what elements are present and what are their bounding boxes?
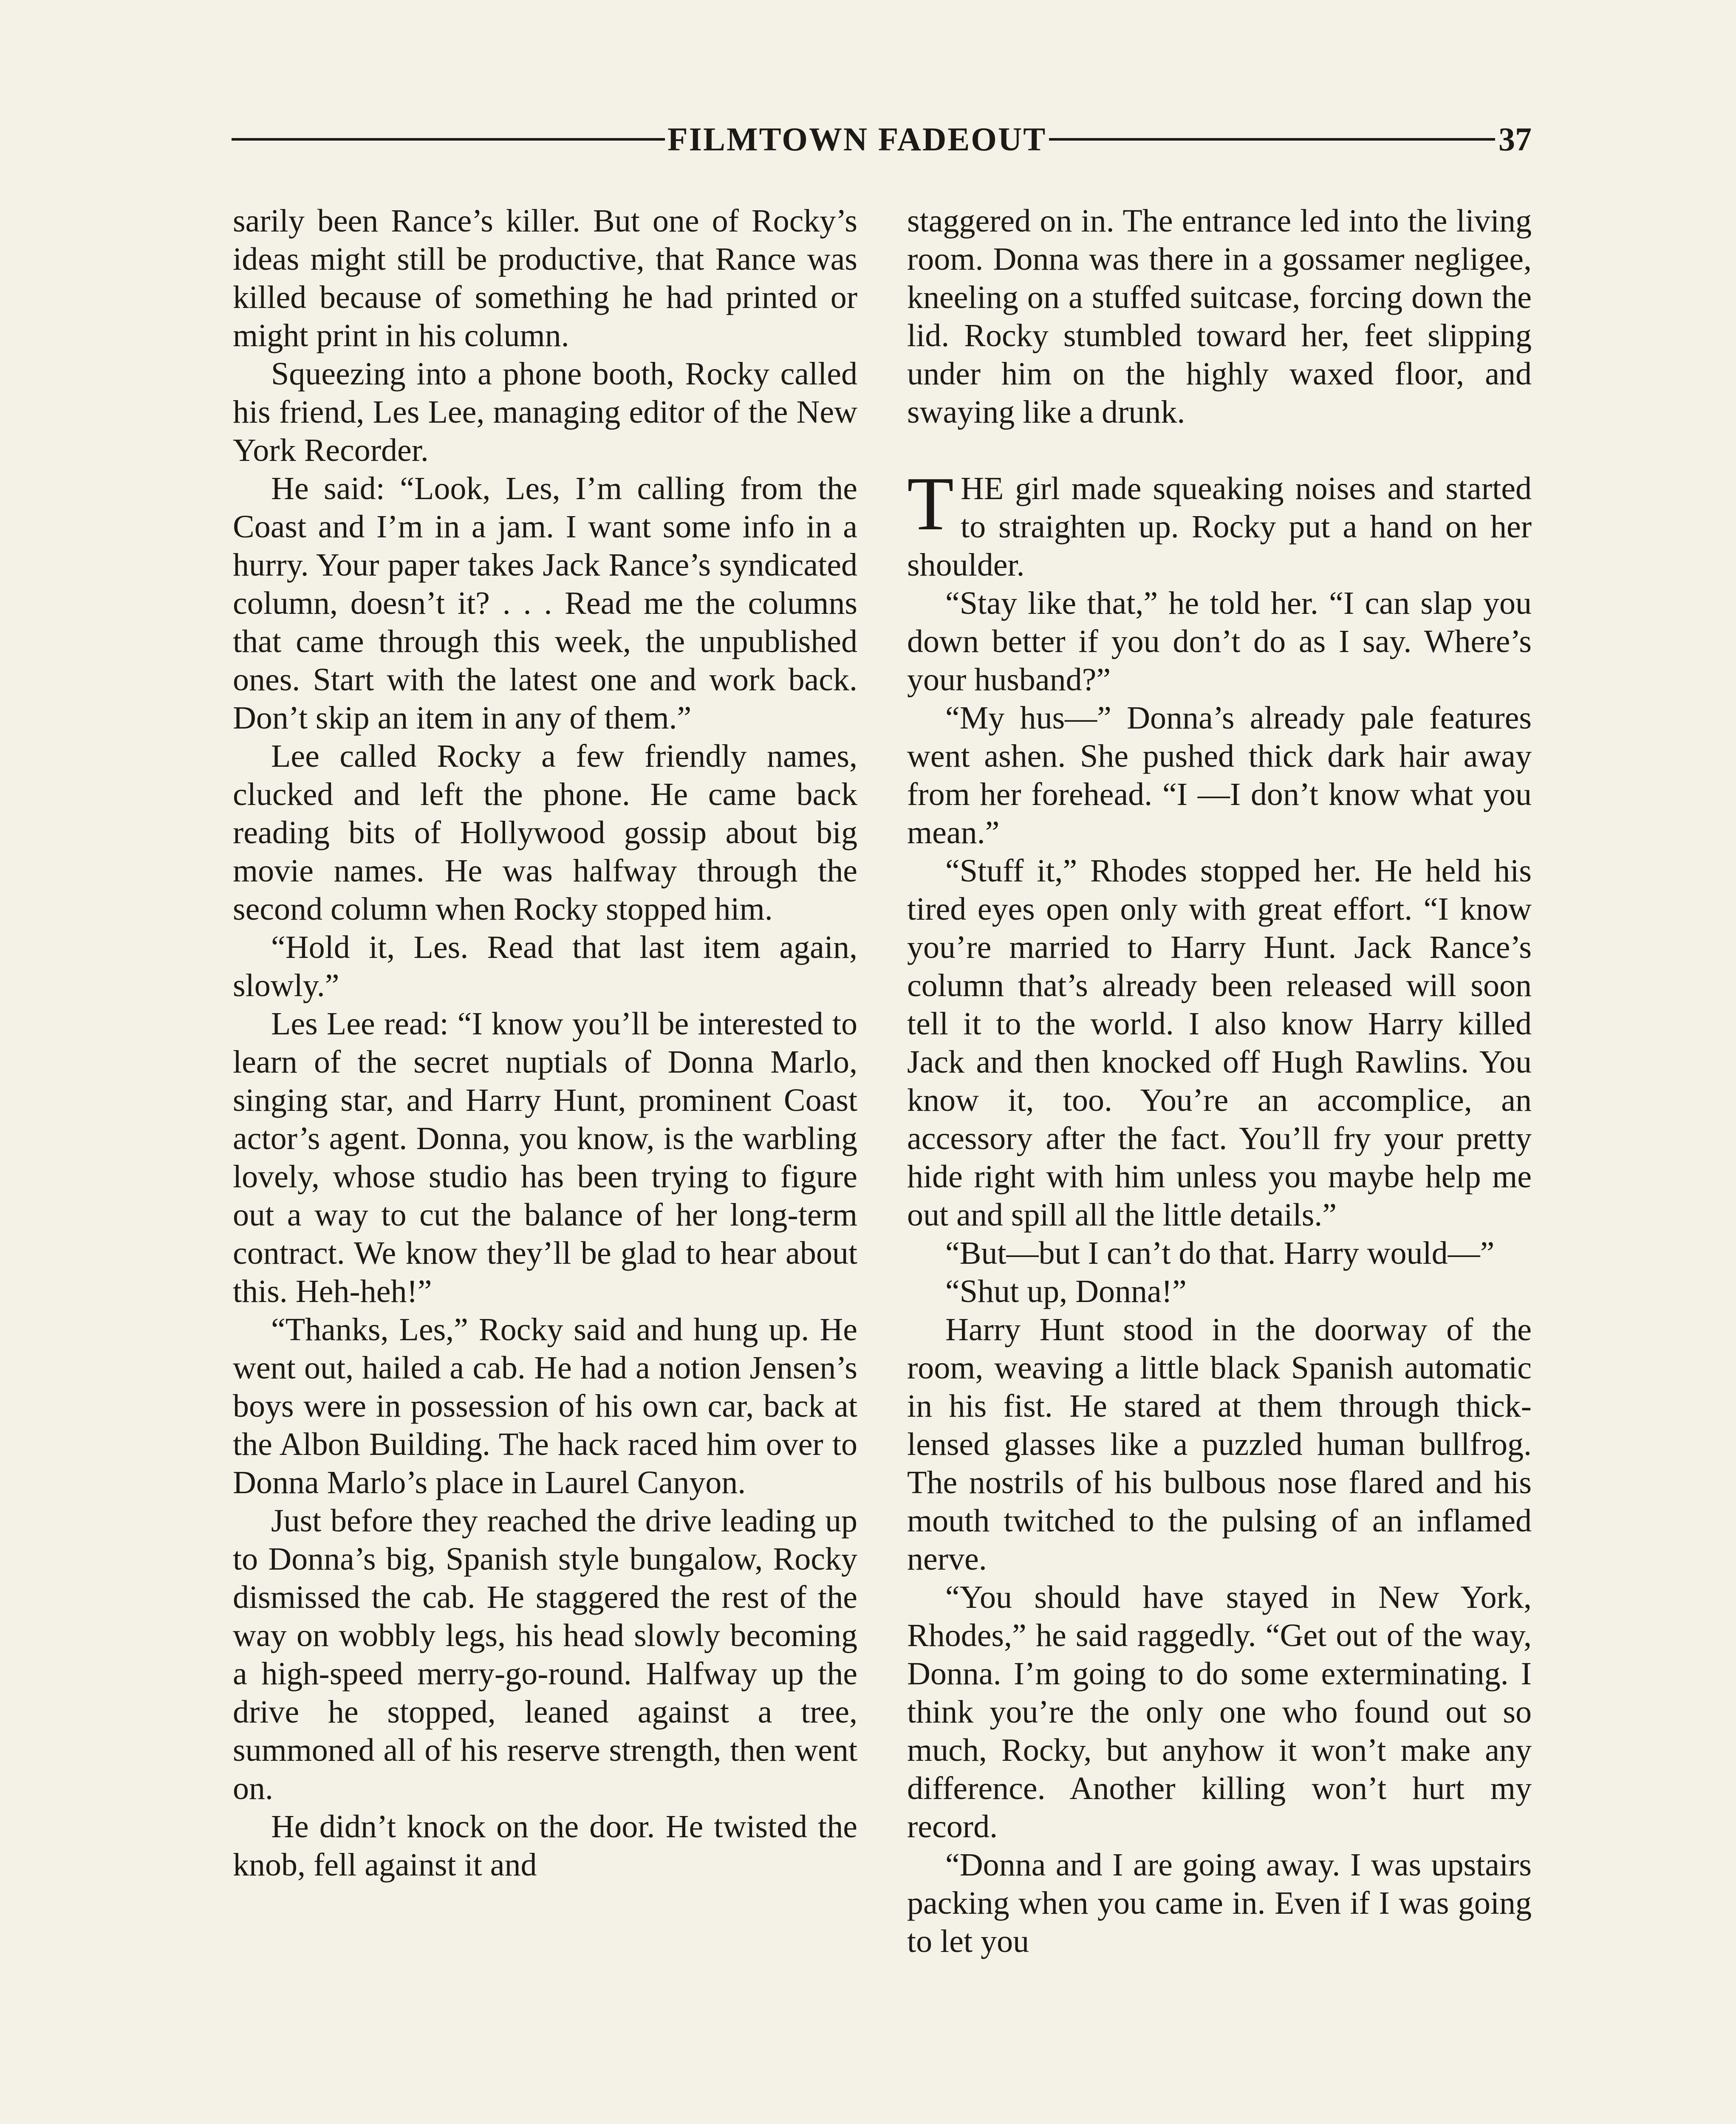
paragraph: sarily been Rance’s killer. But one of Rocky’s ideas might still be productive, that Rance was killed because of something he had printed or might print in his column. bbox=[233, 203, 857, 353]
paragraph: Lee called Rocky a few friendly names, clucked and left the phone. He came back reading bits of Hollywood gossip about big movie names. He was halfway through the second column when Rocky stopped him. bbox=[233, 738, 857, 927]
paragraph: “Thanks, Les,” Rocky said and hung up. He went out, hailed a cab. He had a notion Jensen’s boys were in possession of his own car, back at the Albon Building. The hack raced him over to Donna Marlo’s place in Laurel Canyon. bbox=[233, 1312, 857, 1500]
paragraph: “Shut up, Donna!” bbox=[945, 1274, 1187, 1309]
paragraph: He said: “Look, Les, I’m calling from the Coast and I’m in a jam. I want some info in a hurry. Your paper takes Jack Rance’s syndicated column, doesn’t it? . . . Read me the columns that came through this week, the unpublished ones. Start with the latest one and work back. Don’t skip an item in any of them.” bbox=[233, 471, 857, 736]
drop-cap: T bbox=[907, 461, 954, 546]
paragraph: “Hold it, Les. Read that last item again, slowly.” bbox=[233, 929, 857, 1003]
drop-cap-text: HE girl made squeaking noises and started to straighten up. Rocky put a hand on her shoulder. bbox=[907, 471, 1532, 583]
paragraph: Just before they reached the drive leading up to Donna’s big, Spanish style bungalow, Rocky dismissed the cab. He staggered the rest of the way on wobbly legs, his head slowly becoming a high-speed merry-go-round. Halfway up the drive he stopped, leaned against a tree, summoned all of his reserve strength, then went on. bbox=[233, 1503, 857, 1806]
header-rule-left bbox=[232, 138, 665, 141]
paragraph: “Donna and I are going away. I was upstairs packing when you came in. Even if I was going to let you bbox=[907, 1847, 1532, 1959]
running-title: FILMTOWN FADEOUT bbox=[667, 121, 1047, 158]
paragraph: “But—but I can’t do that. Harry would—” bbox=[945, 1235, 1495, 1271]
paragraph: Les Lee read: “I know you’ll be interested to learn of the secret nuptials of Donna Marlo, singing star, and Harry Hunt, prominent Coast actor’s agent. Donna, you know, is the warbling lovely, whose studio has been trying to figure out a way to cut the balance of her long-term contract. We know they’ll be glad to hear about this. Heh-heh!” bbox=[233, 1006, 857, 1309]
paragraph: Harry Hunt stood in the doorway of the room, weaving a little black Spanish automatic in his fist. He stared at them through thick-lensed glasses like a puzzled human bullfrog. The nostrils of his bulbous nose flared and his mouth twitched to the pulsing of an inflamed nerve. bbox=[907, 1312, 1532, 1577]
drop-cap-paragraph bbox=[907, 461, 1532, 584]
left-column bbox=[233, 202, 857, 1884]
paragraph: staggered on in. The entrance led into the living room. Donna was there in a gossamer negligee, kneeling on a stuffed suitcase, forcing down the lid. Rocky stumbled toward her, feet slipping under him on the highly waxed floor, and swaying like a drunk. bbox=[907, 203, 1532, 430]
paragraph: Squeezing into a phone booth, Rocky called his friend, Les Lee, managing editor of the New York Recorder. bbox=[233, 356, 857, 468]
paragraph: “You should have stayed in New York, Rhodes,” he said raggedly. “Get out of the way, Donna. I’m going to do some exterminating. I think you’re the only one who found out so much, Rocky, but anyhow it won’t make any difference. Another killing won’t hurt my record. bbox=[907, 1579, 1532, 1844]
paragraph: “My hus—” Donna’s already pale features went ashen. She pushed thick dark hair away from her forehead. “I —I don’t know what you mean.” bbox=[907, 700, 1532, 850]
paragraph: “Stuff it,” Rhodes stopped her. He held his tired eyes open only with great effort. “I know you’re married to Harry Hunt. Jack Rance’s column that’s already been released will soon tell it to the world. I also know Harry killed Jack and then knocked off Hugh Rawlins. You know it, too. You’re an accomplice, an accessory after the fact. You’ll fry your pretty hide right with him unless you maybe help me out and spill all the little details.” bbox=[907, 853, 1532, 1233]
paragraph: “Stay like that,” he told her. “I can slap you down better if you don’t do as I say. Where’s your husband?” bbox=[907, 585, 1532, 698]
page-number: 37 bbox=[1499, 121, 1532, 158]
running-header bbox=[232, 114, 1532, 165]
header-rule-right bbox=[1049, 138, 1495, 141]
right-column bbox=[907, 202, 1532, 1960]
paragraph: He didn’t knock on the door. He twisted the knob, fell against it and bbox=[233, 1809, 857, 1883]
